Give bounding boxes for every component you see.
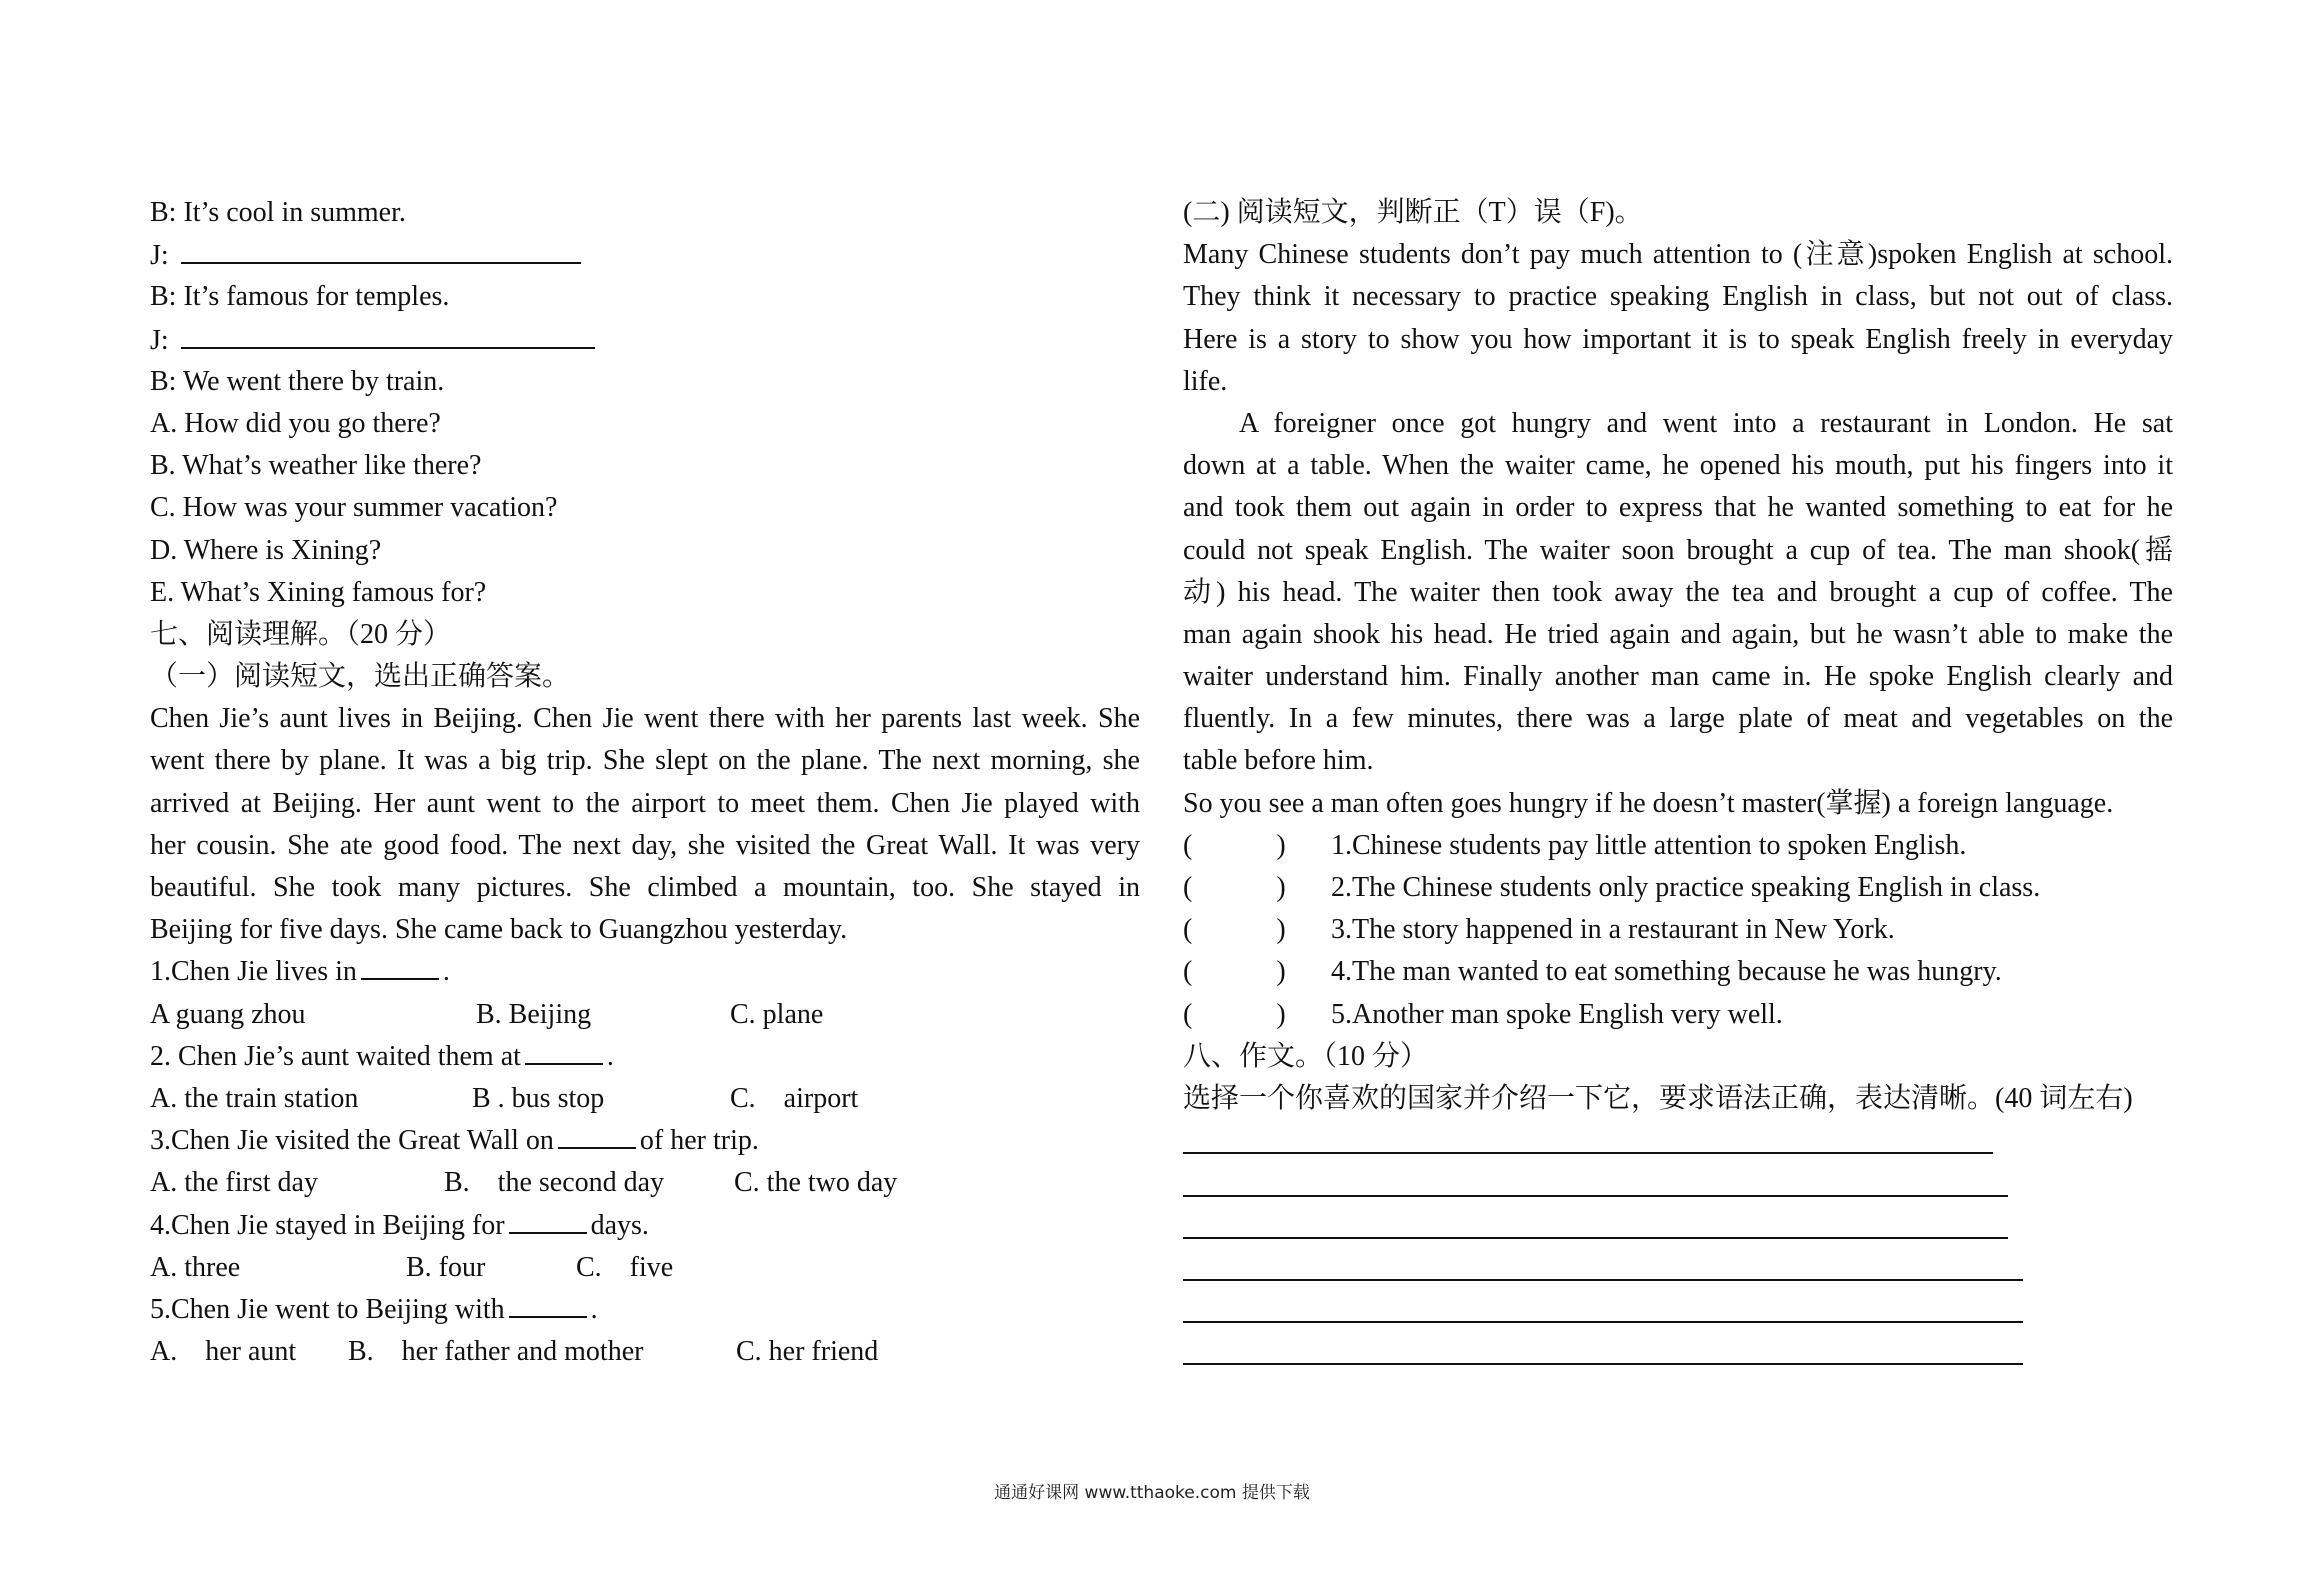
tf-statement: 3.The story happened in a restaurant in New York.: [1331, 914, 1895, 946]
option-b[interactable]: B. Beijing: [476, 998, 592, 1030]
part-2-title: (二) 阅读短文，判断正（T）误（F)。: [1183, 197, 1643, 228]
passage-line: table before him.: [1183, 745, 1374, 777]
essay-writing-line[interactable]: [1183, 1162, 2173, 1204]
option-b[interactable]: B. the second day: [444, 1167, 665, 1199]
dialog-answer-line: [150, 319, 1140, 361]
passage-line: could not speak English. The waiter soon brought a cup of tea. The man shook(摇: [1183, 534, 2173, 566]
question-text-end: of her trip.: [639, 1125, 759, 1157]
fill-blank[interactable]: [525, 1037, 603, 1065]
dialog-line: B: We went there by train.: [150, 365, 445, 397]
part-1-title: （一）阅读短文，选出正确答案。: [150, 661, 571, 693]
option-a[interactable]: A. the first day: [150, 1167, 318, 1199]
question-2: [150, 1036, 1140, 1078]
tf-item: [1183, 909, 2173, 951]
passage-line: A foreigner once got hungry and went into a restaurant in London. He sat: [1239, 407, 2173, 439]
tf-statement: 1.Chinese students pay little attention to spoken English.: [1331, 829, 1967, 861]
speaker-label: J:: [150, 240, 169, 272]
answer-paren[interactable]: ( ): [1183, 914, 1286, 946]
question-text: 2. Chen Jie’s aunt waited them at: [150, 1040, 521, 1072]
question-4-options: [150, 1247, 1140, 1289]
passage-line: and took them out again in order to express that he wanted something to eat for he: [1183, 492, 2173, 524]
passage-line: They think it necessary to practice speaking English in class, but not out of class.: [1183, 281, 2173, 313]
question-text-end: .: [606, 1040, 614, 1072]
passage-line: arrived at Beijing. Her aunt went to the airport to meet them. Chen Jie played with: [150, 787, 1140, 819]
question-text: 1.Chen Jie lives in: [150, 956, 357, 988]
essay-writing-line[interactable]: [1183, 1289, 2173, 1331]
passage-line: Here is a story to show you how important it is to speak English freely in everyday: [1183, 323, 2173, 355]
option-b[interactable]: B . bus stop: [472, 1082, 605, 1114]
option-c[interactable]: C. her friend: [736, 1336, 879, 1368]
fill-blank[interactable]: [509, 1206, 587, 1234]
passage-line: Many Chinese students don’t pay much attention to (注意)spoken English at school.: [1183, 239, 2173, 271]
option-b[interactable]: B. four: [406, 1251, 486, 1283]
speaker-label: J:: [150, 324, 169, 356]
fill-blank[interactable]: [361, 952, 439, 980]
page-footer: 通通好课网 www.tthaoke.com 提供下载: [994, 1483, 1310, 1503]
section-8-title: 八、作文。（10 分）: [1183, 1040, 1429, 1072]
question-1-options: [150, 994, 1140, 1036]
answer-blank[interactable]: [181, 319, 595, 349]
question-text-end: .: [442, 956, 450, 988]
question-5: [150, 1289, 1140, 1331]
option-c[interactable]: C. plane: [730, 998, 824, 1030]
essay-writing-line[interactable]: [1183, 1205, 2173, 1247]
dialog-line: B: It’s famous for temples.: [150, 281, 450, 313]
dialog-option: E. What’s Xining famous for?: [150, 576, 487, 608]
question-1: [150, 951, 1140, 993]
question-3: [150, 1120, 1140, 1162]
tf-item: [1183, 994, 2173, 1036]
option-c[interactable]: C. airport: [730, 1082, 859, 1114]
option-c[interactable]: C. five: [576, 1251, 674, 1283]
answer-paren[interactable]: ( ): [1183, 998, 1286, 1030]
option-a[interactable]: A. three: [150, 1251, 241, 1283]
option-c[interactable]: C. the two day: [734, 1167, 898, 1199]
passage-line: Beijing for five days. She came back to Guangzhou yesterday.: [150, 914, 848, 946]
passage-line: fluently. In a few minutes, there was a large plate of meat and vegetables on the: [1183, 703, 2173, 735]
passage-line: So you see a man often goes hungry if he doesn’t master(掌握) a foreign language.: [1183, 787, 2114, 819]
question-5-options: [150, 1331, 1140, 1373]
passage-line: man again shook his head. He tried again and again, but he wasn’t able to make the: [1183, 618, 2173, 650]
option-a[interactable]: A. the train station: [150, 1082, 359, 1114]
passage-line: waiter understand him. Finally another man came in. He spoke English clearly and: [1183, 661, 2173, 693]
essay-prompt: 选择一个你喜欢的国家并介绍一下它，要求语法正确，表达清晰。(40 词左右): [1183, 1082, 2133, 1114]
answer-paren[interactable]: ( ): [1183, 829, 1286, 861]
answer-blank[interactable]: [181, 234, 581, 264]
question-2-options: [150, 1078, 1140, 1120]
dialog-option: B. What’s weather like there?: [150, 450, 482, 482]
question-text-end: days.: [590, 1209, 649, 1241]
question-text: 4.Chen Jie stayed in Beijing for: [150, 1209, 505, 1241]
question-3-options: [150, 1162, 1140, 1204]
passage-line: 动) his head. The waiter then took away the tea and brought a cup of coffee. The: [1183, 576, 2173, 608]
essay-writing-line[interactable]: [1183, 1120, 2173, 1162]
option-b[interactable]: B. her father and mother: [348, 1336, 644, 1368]
passage-line: her cousin. She ate good food. The next day, she visited the Great Wall. It was very: [150, 829, 1140, 861]
dialog-option: D. Where is Xining?: [150, 534, 382, 566]
passage-line: Chen Jie’s aunt lives in Beijing. Chen Jie went there with her parents last week. She: [150, 703, 1140, 735]
right-column: [1183, 192, 2173, 1373]
question-4: [150, 1205, 1140, 1247]
tf-item: [1183, 951, 2173, 993]
passage-line: life.: [1183, 365, 1228, 397]
question-text: 3.Chen Jie visited the Great Wall on: [150, 1125, 554, 1157]
passage-line: went there by plane. It was a big trip. She slept on the plane. The next morning, she: [150, 745, 1140, 777]
section-7-title: 七、阅读理解。（20 分）: [150, 618, 452, 650]
passage-line: down at a table. When the waiter came, he opened his mouth, put his fingers into it: [1183, 450, 2173, 482]
essay-writing-line[interactable]: [1183, 1331, 2173, 1373]
tf-item: [1183, 867, 2173, 909]
left-column: [150, 192, 1140, 1373]
answer-paren[interactable]: ( ): [1183, 956, 1286, 988]
tf-statement: 2.The Chinese students only practice speaking English in class.: [1331, 872, 2041, 903]
dialog-line: B: It’s cool in summer.: [150, 197, 406, 228]
essay-writing-line[interactable]: [1183, 1247, 2173, 1289]
option-a[interactable]: A guang zhou: [150, 998, 306, 1030]
option-a[interactable]: A. her aunt: [150, 1336, 297, 1368]
tf-item: [1183, 825, 2173, 867]
fill-blank[interactable]: [558, 1121, 636, 1149]
tf-statement: 4.The man wanted to eat something because he was hungry.: [1331, 956, 2002, 988]
dialog-option: A. How did you go there?: [150, 407, 441, 439]
tf-statement: 5.Another man spoke English very well.: [1331, 998, 1783, 1030]
answer-paren[interactable]: ( ): [1183, 872, 1286, 903]
question-text-end: .: [590, 1293, 598, 1325]
passage-line: beautiful. She took many pictures. She climbed a mountain, too. She stayed in: [150, 872, 1140, 903]
dialog-answer-line: [150, 234, 1140, 276]
fill-blank[interactable]: [509, 1290, 587, 1318]
question-text: 5.Chen Jie went to Beijing with: [150, 1293, 505, 1325]
dialog-option: C. How was your summer vacation?: [150, 492, 558, 524]
